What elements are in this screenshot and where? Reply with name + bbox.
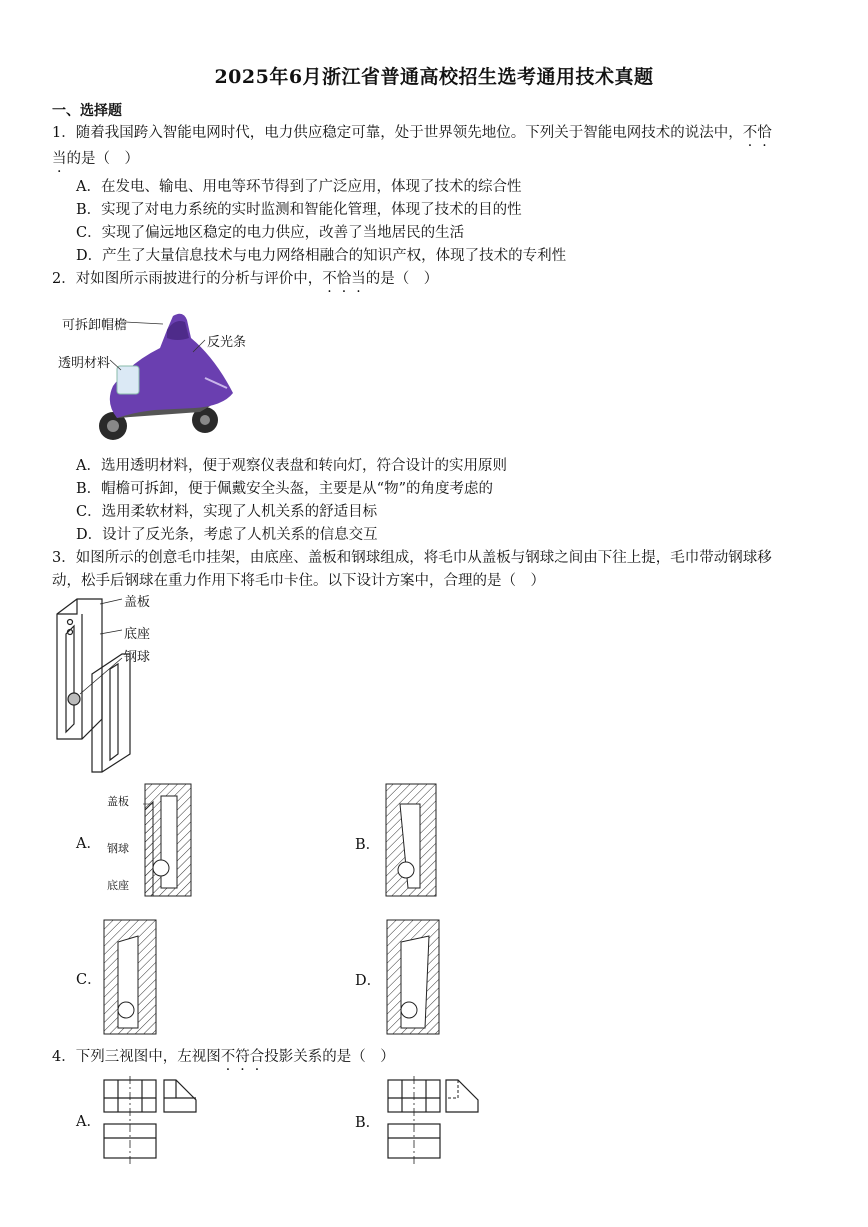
q4-option-a-label: A． — [76, 1114, 101, 1130]
q1-option-b: B．实现了对电力系统的实时监测和智能化管理，体现了技术的目的性 — [76, 202, 522, 218]
q1-emph: 当 — [52, 151, 67, 167]
q4-emph: 合 — [249, 1049, 265, 1065]
q4-stem-text: 投影关系的是（ ） — [264, 1049, 395, 1065]
q3a-label-cover: 盖板 — [107, 795, 129, 808]
q1-option-d: D．产生了大量信息技术与电力网络相融合的知识产权，体现了技术的专利性 — [76, 248, 567, 264]
q1-emph: 不 — [742, 125, 758, 141]
label-base: 底座 — [124, 627, 151, 642]
q2-emph: 不 — [322, 271, 337, 287]
towel-hanger-figure — [52, 594, 182, 774]
q2-option-b: B．帽檐可拆卸，便于佩戴安全头盔，主要是从“物”的角度考虑的 — [76, 481, 493, 497]
question-2-stem — [52, 268, 822, 290]
page-title: 2025年6月浙江省普通高校招生选考通用技术真题 — [214, 66, 654, 88]
q3a-label-ball: 钢球 — [107, 842, 129, 855]
label-transparent: 透明材料 — [58, 356, 111, 371]
q4-emph: 符 — [235, 1049, 250, 1065]
q2-emph: 当 — [351, 271, 366, 287]
q3-option-b-figure — [380, 780, 440, 900]
q4-option-b-figure — [384, 1076, 484, 1166]
question-1-stem-cont — [52, 148, 822, 170]
question-3-stem-line2: 动，松手后钢球在重力作用下将毛巾卡住。以下设计方案中，合理的是（ ） — [52, 573, 545, 589]
q4-emph: 不 — [220, 1049, 236, 1065]
q3-option-a-label: A． — [76, 836, 101, 852]
q3a-label-base: 底座 — [107, 879, 129, 892]
q2-emph: 恰 — [336, 271, 352, 287]
q3-option-c-figure — [100, 916, 160, 1038]
q1-option-a: A．在发电、输电、用电等环节得到了广泛应用，体现了技术的综合性 — [76, 179, 522, 195]
q2-stem-text: 的是（ ） — [365, 271, 439, 287]
q3-option-d-label: D． — [355, 973, 382, 989]
q4-stem-text: 4．下列三视图中，左视图 — [52, 1049, 221, 1065]
question-4-stem — [52, 1046, 822, 1068]
q1-stem-text: 的是（ ） — [66, 151, 139, 167]
q2-option-c: C．选用柔软材料，实现了人机关系的舒适目标 — [76, 504, 378, 520]
q3-option-b-label: B． — [355, 837, 381, 853]
label-ball: 钢球 — [124, 650, 151, 665]
q4-option-a-figure — [100, 1076, 200, 1166]
q2-option-d: D．设计了反光条，考虑了人机关系的信息交互 — [76, 527, 378, 543]
q1-option-c: C．实现了偏远地区稳定的电力供应，改善了当地居民的生活 — [76, 225, 465, 241]
q3-option-d-figure — [383, 916, 443, 1038]
q2-option-a: A．选用透明材料，便于观察仪表盘和转向灯，符合设计的实用原则 — [76, 458, 507, 474]
q3-option-c-label: C． — [76, 972, 102, 988]
label-brim: 可拆卸帽檐 — [62, 318, 128, 333]
q1-emph: 恰 — [757, 125, 772, 141]
question-3-stem-line1: 3．如图所示的创意毛巾挂架，由底座、盖板和钢球组成，将毛巾从盖板与钢球之间由下往上提，毛巾带动钢球移 — [52, 550, 772, 566]
label-cover: 盖板 — [124, 595, 151, 610]
label-reflect: 反光条 — [207, 335, 247, 350]
q2-stem-text: 2．对如图所示雨披进行的分析与评价中， — [52, 271, 323, 287]
question-1-stem — [52, 122, 822, 144]
q1-stem-text: 1．随着我国跨入智能电网时代，电力供应稳定可靠，处于世界领先地位。下列关于智能电网技术的说法中， — [52, 125, 743, 141]
section-heading: 一、选择题 — [52, 103, 122, 119]
q4-option-b-label: B． — [355, 1115, 381, 1131]
